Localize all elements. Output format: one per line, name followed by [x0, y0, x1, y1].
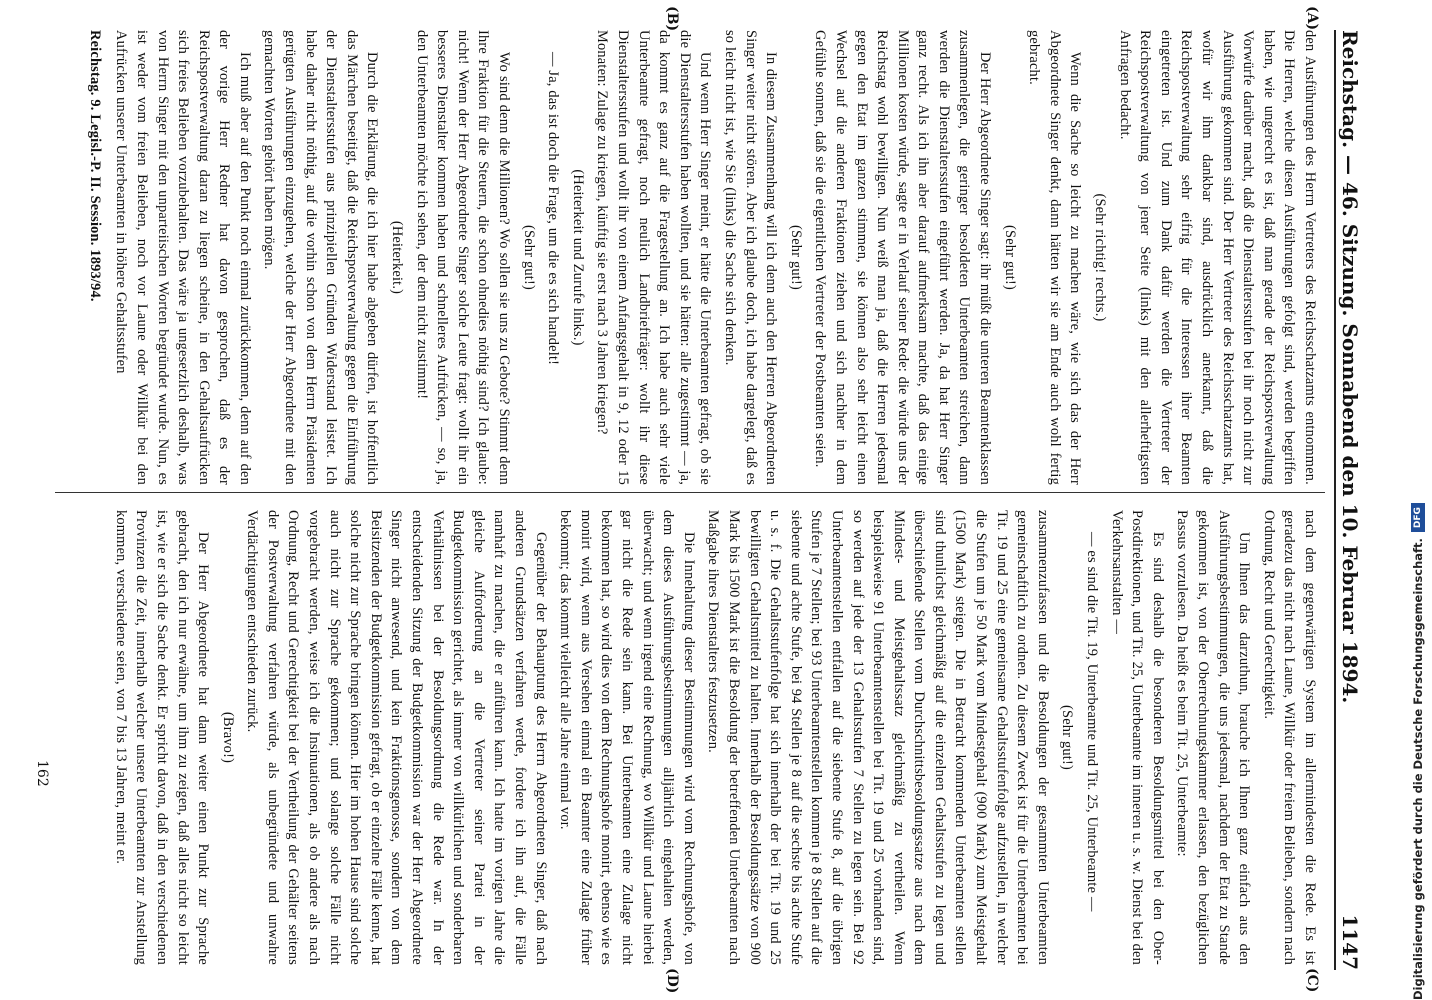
column-divider [55, 492, 1325, 493]
credit-text: Digitalisierung gefördert durch die Deutsche Forschungsgemeinschaft. [1411, 538, 1425, 1000]
rotated-page-content [10, 0, 1380, 1000]
header-title: Reichstag. — 46. Sitzung. Sonnabend den 10. Februar 1894. [1338, 30, 1362, 704]
paragraph: Wo sind denn die Millionen? Wo sollen sie uns zu Gebote? Stimmt denn Ihre Fraktion für die Steuern, die schon ohnedies nöthig sind? Ich glaube: nicht! Wenn der Herr Abgeordnete Singer solche Leute fragt: wollt ihr ein besseres Dienstalter kommen haben und schnelleres Aufrücken, — so, ja, den Unterbeamten möchte ich sehen, der dem nicht zustimmt! [413, 30, 513, 485]
paragraph: zusammenzufassen und die Besoldungen der gesammten Unterbeamten gemeinschaftlich zu ordnen. Zu diesem Zweck ist für die Unterbeamten bei Tit. 19 und 25 eine gemeinsame Gehaltsstufenfolge aufzustellen, in welcher die Stufen um je 50 Mark vom Mindestgehalt (900 Mark) zum Meistgehalt (1500 Mark) steigen. Die in Betracht kommenden Unterbeamten stellen sind thunlichst gleichmäßig auf die einzelnen Gehaltsstufen zu legen und überschießende Stellen vom Durchschnittsbesoldungssatze aus nach dem Mindest- und Meistgehaltssatz gleichmäßig zu vertheilen. Wenn beispielsweise 91 Unterbeamtenstellen bei Tit. 19 und 25 vorhanden sind, so werden auf jede der 13 Gehaltsstufen 7 Stellen zu legen sein. Bei 92 Unterbeamtenstellen entfallen auf die siebente Stufe 8, auf die übrigen Stufen je 7 Stellen; bei 93 Unterbeamtenstellen kommen je 8 Stellen auf die siebente und achte Stufe, bei 94 Stellen je 8 auf die sechste bis achte Stufe u. s. f. Die Gehaltsstufenfolge hat sich innerhalb der bei Tit. 19 und 25 bewilligten Gehaltsmittel zu halten. Innerhalb der Besoldungssätze von 900 Mark bis 1500 Mark ist die Besoldung der betreffenden Unterbeamten nach Maßgabe ihres Dienstalters festzusetzen. [705, 510, 1051, 965]
header-page-number: 1147 [1338, 914, 1362, 970]
interjection: (Heiterkeit und Zurufe links.) [569, 169, 586, 346]
margin-mark-d: (D) [664, 968, 680, 994]
paragraph: Wenn die Sache so leicht zu machen wäre, wie sich das der Herr Abgeordnete Singer denkt, dann hätten wir sie am Ende auch wohl fertig gebracht. [1026, 30, 1084, 485]
paragraph: — es sind die Tit. 19, Unterbeamte und Tit. 25, Unterbeamte — [1084, 532, 1101, 912]
running-header [1338, 30, 1372, 970]
interjection: (Sehr gut!) [520, 225, 537, 290]
interjection: (Sehr gut!) [787, 225, 804, 290]
dfg-logo: DFG [1411, 503, 1425, 532]
volume-footer: Reichstag. 9. Legisl.-P. II. Session. 1893/94. [86, 30, 103, 302]
paragraph: — Ja, das ist doch die Frage, um die es sich handelt! [545, 52, 562, 366]
margin-mark-c: (C) [1304, 968, 1320, 993]
interjection: (Sehr gut!) [1001, 225, 1018, 290]
paragraph: Der Herr Abgeordnete Singer sagt: ihr müßt die unteren Beamtenklassen zusammenlegen, die geringer besoldeten Unterbeamten streichen, dann werden die Dienstaltersstufen eingeführt werden. Ja, da hat Herr Singer ganz recht. Als ich ihn aber darauf aufmerksam machte, daß das einige Millionen kosten würde, sagte er in Verlauf seiner Rede: die würde uns der Reichstag wohl bewilligen. Nun weiß man ja, daß die Herren jedesmal gegen den Etat im ganzen stimmen, sie können also sehr leicht einen Wechsel auf die anderen Fraktionen ziehen und sich nachher in dem Gefühle sonnen, daß sie die eigentlichen Vertreter der Postbeamten seien. [812, 30, 994, 485]
margin-mark-a: (A) [1304, 6, 1320, 31]
paragraph: Es sind deshalb die besonderen Besoldungsmittel bei den Ober-Postdirektionen, und Tit. 25, Unterbeamte im inneren u. s. w. Dienst bei den Verkehrsanstalten — [1108, 510, 1166, 965]
interjection: (Sehr richtig! rechts.) [1092, 193, 1109, 322]
paragraph: nach dem gegenwärtigen System im allermindesten die Rede. Es ist geradezu das nicht nach Laune, Willkür oder freiem Belieben, sondern nach Ordnung, Recht und Gerechtigkeit. [1260, 510, 1318, 965]
right-column [106, 510, 1320, 965]
paragraph: Durch die Erklärung, die ich hier habe abgeben dürfen, ist hoffentlich das Märchen beseitigt, daß die Reichspostverwaltung gegen die Einführung der Dienstaltersstufen aus prinzipiellen Gründen Widerstand leistet. Ich habe daher nicht nöthig, auf die vorhin schon von dem Herrn Präsidenten gerügten Ausführungen einzugehen, welche der Herr Abgeordnete mit den gemachten Worten gehört haben mögen. [261, 30, 381, 485]
paragraph: Ich muß aber auf den Punkt noch einmal zurückkommen, denn auf den der vorige Herr Redner hat davon gesprochen, daß es der Reichspostverwaltung daran zu liegen scheine, in den Gehaltsaufrücken sich freies Belieben vorzubehalten. Das wäre ja ungesetzlich deshalb, was von Herrn Singer mit den unparteiischen Worten begründet wurde. Nun, es ist weder vom freien Belieben, noch vor Laune oder Willkür bei den Aufrücken unserer Unterbeamten in höhere Gehaltsstufen [113, 30, 253, 485]
paragraph: Der Herr Abgeordnete hat dann weiter einen Punkt zur Sprache gebracht, den ich nur erwähne, um ihm zu zeigen, daß alles nicht so leicht ist, wie er sich die Sache denkt. Er spricht davon, daß in den verschiedenen Provinzen die Zeit, innerhalb welcher unsere Unterbeamten zur Anstellung kommen, verschiedene seien, von 7 bis 13 Jahren, meint er. [112, 510, 212, 965]
paragraph: Um Ihnen das darzuthun, brauche ich Ihnen ganz einfach aus den Ausführungsbestimmungen, die uns jedesmal, nachdem der Etat zu Stande gekommen ist, von der Oberrechnungskammer erlassen, den bezüglichen Passus vorzulesen. Da heißt es beim Tit. 25, Unterbeamte: [1174, 510, 1253, 965]
header-rule [1334, 30, 1336, 970]
paragraph: Gegenüber der Behauptung des Herrn Abgeordneten Singer, daß nach anderen Grundsätzen verfahren werde, fordere ich ihn auf, die Fälle namhaft zu machen, die er anführen kann. Ich hatte im vorigen Jahre die gleiche Aufforderung an die Vertreter seiner Partei in der Budgetkommission gerichtet, als immer von willkürlichen und sonderbaren Verhältnissen bei der Besoldungsordnung die Rede war. In der entscheidenden Sitzung der Budgetkommission war der Herr Abgeordnete Singer nicht anwesend, und kein Fraktionsgenosse, sondern von dem Beisitzenden der Budgetkommission gefragt, ob er einzelne Fälle kenne, hat solche nicht zur Sprache bringen können. Hier im hohen Hause sind solche auch nicht zur Sprache gekommen; und solange solche Fälle nicht vorgebracht werden, weise ich die Insinuationen, als ob andere als nach Ordnung, Recht und Gerechtigkeit bei der Vertheilung der Gehälter seitens der Postverwaltung verfahren würde, als unbegründete und unwahre Verdächtigungen entschieden zurück. [244, 510, 549, 965]
interjection: (Bravo!) [219, 711, 236, 764]
paragraph: den Ausführungen des Herrn Vertreters des Reichsschatzamts entnommen. Die Herren, welche diesen Ausführungen gefolgt sind, werden begriffen haben, wie ungerecht es ist, daß man gerade der Reichspostverwaltung Vorwürfe darüber macht, daß die Dienstaltersstufen bei ihr noch nicht zur Ausführung gekommen sind. Der Herr Vertreter des Reichsschatzamts hat, wofür wir ihm dankbar sind, ausdrücklich anerkannt, daß die Reichspostverwaltung sehr eifrig für die Interessen ihrer Beamten eingetreten ist. Und zum Dank dafür werden die Vertreter der Reichspostverwaltung von jener Seite (links) mit den allerheftigsten Anfragen bedacht. [1116, 30, 1318, 485]
interjection: (Heiterkeit.) [389, 220, 406, 295]
signature-number: 162 [34, 760, 50, 787]
paragraph: Und wenn Herr Singer meint, er hätte die Unterbeamten gefragt, ob sie die Dienstaltersstufen haben wollten, und sie hätten: alle zugestimmt — ja, da kommt es ganz auf die Fragestellung an. Ich habe auch sehr viele Unterbeamte gefragt, noch neulich Landbriefträger: wollt ihr diese Dienstaltersstufen und wollt ihr von einem Anfangsgehalt in 9, 12 oder 15 Monaten: Zulage zu kriegen, künftig sie erst nach 3 Jahren kriegen? [594, 30, 714, 485]
margin-mark-b: (B) [664, 6, 680, 32]
paragraph: In diesem Zusammenhang will ich denn auch den Herren Abgeordneten Singer weiter nicht stören. Aber ich glaube doch, ich habe dargelegt, daß es so leicht nicht ist, wie Sie (links) die Sache sich denken. [721, 30, 780, 485]
left-column [80, 30, 1320, 485]
interjection: (Sehr gut!) [1059, 705, 1076, 770]
digitization-credit [1408, 0, 1428, 1000]
paragraph: Die Innehaltung dieser Bestimmungen wird vom Rechnungshofe, von dem dieses Ausführungsbestimmungen alljährlich eingehalten werden, überwacht; und wenn irgend eine Rechnung, wo Willkür und Laune hierbei gar nicht die Rede sein kann. Bei Unterbeamten eine Zulage nicht bekommen hat, so wird dies von dem Rechnungshofe monirt, ebenso wie es monirt wird, wenn aus Versehen einmal ein Beamter eine Zulage früher bekommt; das kommt vielleicht alle Jahre einmal vor. [557, 510, 697, 965]
